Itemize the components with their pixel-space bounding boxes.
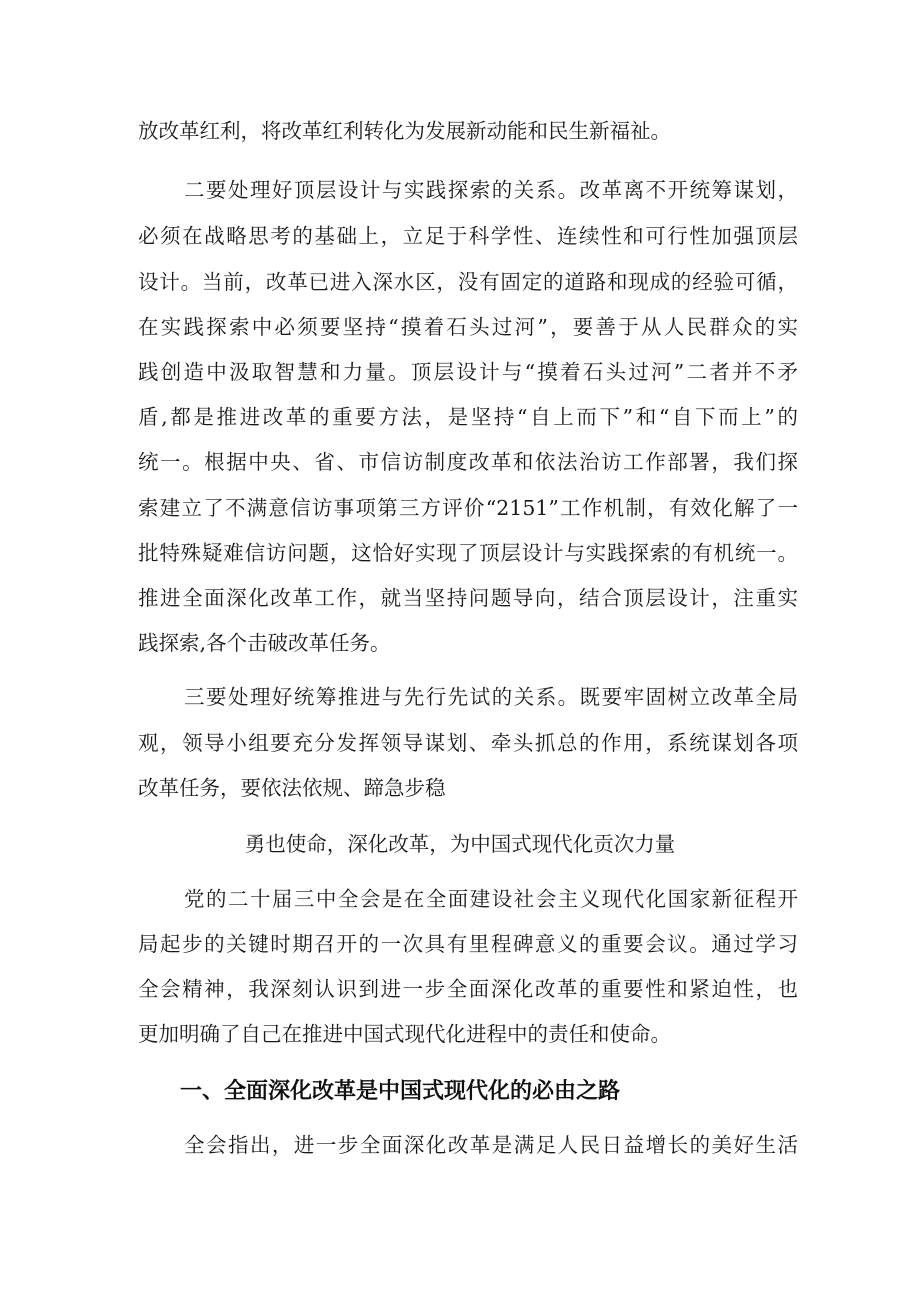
para2-line-6: 盾,都是推进改革的重要方法，是坚持“自上而下”和“自下而上”的 [138, 405, 798, 429]
para2-line-9: 批特殊疑难信访问题，这恰好实现了顶层设计与实践探索的有机统一。 [138, 541, 798, 565]
para2-line-11: 践探索,各个击破改革任务。 [138, 631, 391, 655]
para5-line-1: 全会指出，进一步全面深化改革是满足人民日益增长的美好生活 [184, 1133, 798, 1157]
para4-line-4: 更加明确了自己在推进中国式现代化进程中的责任和使命。 [138, 1022, 671, 1046]
para3-line-2: 观，领导小组要充分发挥领导谋划、牵头抓总的作用，系统谋划各项 [138, 731, 798, 755]
para3-line-1: 三要处理好统筹推进与先行先试的关系。既要牢固树立改革全局 [184, 685, 798, 709]
para2-line-7: 统一。根据中央、省、市信访制度改革和依法治访工作部署，我们探 [138, 450, 798, 474]
para2-line-5: 践创造中汲取智慧和力量。顶层设计与“摸着石头过河”二者并不矛 [138, 360, 798, 384]
para2-line-2: 必须在战略思考的基础上，立足于科学性、连续性和可行性加强顶层 [138, 224, 798, 248]
para2-line-4: 在实践探索中必须要坚持“摸着石头过河”，要善于从人民群众的实 [138, 315, 798, 339]
para2-line-8: 索建立了不满意信访事项第三方评价“2151”工作机制，有效化解了一 [138, 496, 798, 520]
section-heading-1: 一、全面深化改革是中国式现代化的必由之路 [180, 1079, 621, 1104]
subtitle: 勇也使命，深化改革，为中国式现代化贡次力量 [244, 832, 676, 856]
para2-line-3: 设计。当前，改革已进入深水区，没有固定的道路和现成的经验可循， [138, 270, 798, 294]
para3-line-3: 改革任务，要依法依规、蹄急步稳 [138, 776, 446, 800]
para4-line-3: 全会精神，我深刻认识到进一步全面深化改革的重要性和紧迫性，也 [138, 977, 798, 1001]
para2-line-10: 推进全面深化改革工作，就当坚持问题导向，结合顶层设计，注重实 [138, 586, 798, 610]
para1-line-1: 放改革红利，将改革红利转化为发展新动能和民生新福祉。 [138, 119, 671, 143]
para4-line-1: 党的二十届三中全会是在全面建设社会主义现代化国家新征程开 [184, 887, 798, 911]
para2-line-1: 二要处理好顶层设计与实践探索的关系。改革离不开统筹谋划， [184, 178, 798, 202]
para4-line-2: 局起步的关键时期召开的一次具有里程碑意义的重要会议。通过学习 [138, 932, 798, 956]
